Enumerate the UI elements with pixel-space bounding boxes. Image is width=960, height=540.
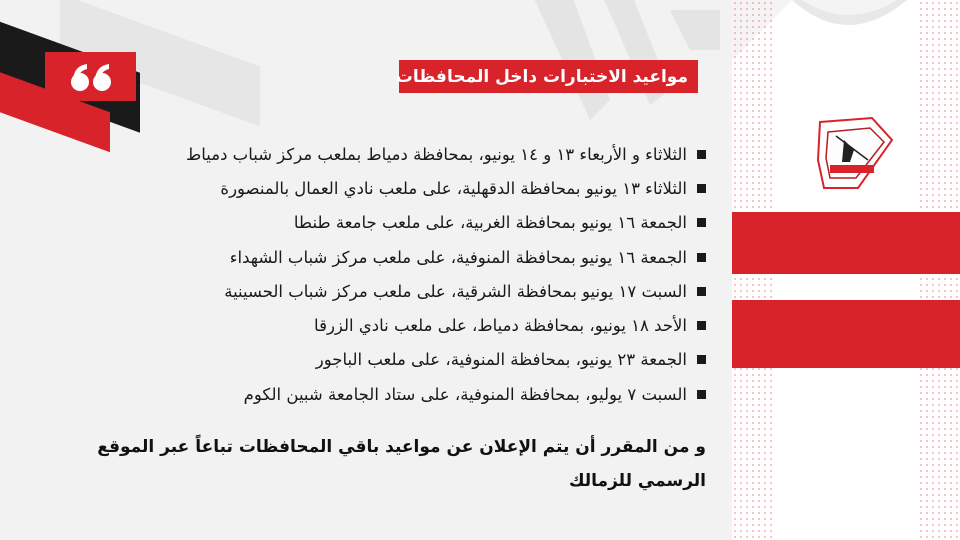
page-title-text: مواعيد الاختبارات داخل المحافظات xyxy=(395,66,688,87)
list-item xyxy=(90,274,706,308)
list-item xyxy=(90,308,706,342)
square-bullet-icon xyxy=(697,184,706,193)
square-bullet-icon xyxy=(697,355,706,364)
square-bullet-icon xyxy=(697,390,706,399)
list-item-text: الثلاثاء و الأربعاء ١٣ و ١٤ يونيو، بمحافظة دمياط بملعب مركز شباب دمياط xyxy=(185,144,687,164)
jersey-shirt-icon xyxy=(732,0,960,540)
square-bullet-icon xyxy=(697,287,706,296)
closing-note: و من المقرر أن يتم الإعلان عن مواعيد باقي المحافظات تباعاً عبر الموقع الرسمي للزمالك xyxy=(97,437,706,491)
jersey-image xyxy=(732,0,960,540)
list-item xyxy=(90,171,706,205)
square-bullet-icon xyxy=(697,253,706,262)
list-item-text: الثلاثاء ١٣ يونيو بمحافظة الدقهلية، على ملعب نادي العمال بالمنصورة xyxy=(220,178,687,198)
quote-icon xyxy=(69,62,113,92)
list-item-text: الجمعة ١٦ يونيو بمحافظة المنوفية، على ملعب مركز شباب الشهداء xyxy=(229,247,687,267)
list-item-text: الأحد ١٨ يونيو، بمحافظة دمياط، على ملعب نادي الزرقا xyxy=(314,316,687,336)
list-item-text: السبت ١٧ يونيو بمحافظة الشرقية، على ملعب مركز شباب الحسينية xyxy=(224,281,687,301)
page-title xyxy=(395,60,698,93)
list-item xyxy=(90,206,706,240)
list-item xyxy=(90,240,706,274)
list-item xyxy=(90,343,706,377)
list-item-text: الجمعة ٢٣ يونيو، بمحافظة المنوفية، على ملعب الباجور xyxy=(315,350,687,370)
square-bullet-icon xyxy=(697,150,706,159)
list-item xyxy=(90,137,706,171)
list-item xyxy=(90,377,706,411)
schedule-list xyxy=(90,137,706,411)
square-bullet-icon xyxy=(697,218,706,227)
square-bullet-icon xyxy=(697,321,706,330)
list-item-text: السبت ٧ يوليو، بمحافظة المنوفية، على ستاد الجامعة شبين الكوم xyxy=(243,384,687,404)
list-item-text: الجمعة ١٦ يونيو بمحافظة الغربية، على ملعب جامعة طنطا xyxy=(293,213,687,233)
quote-badge xyxy=(45,52,136,101)
